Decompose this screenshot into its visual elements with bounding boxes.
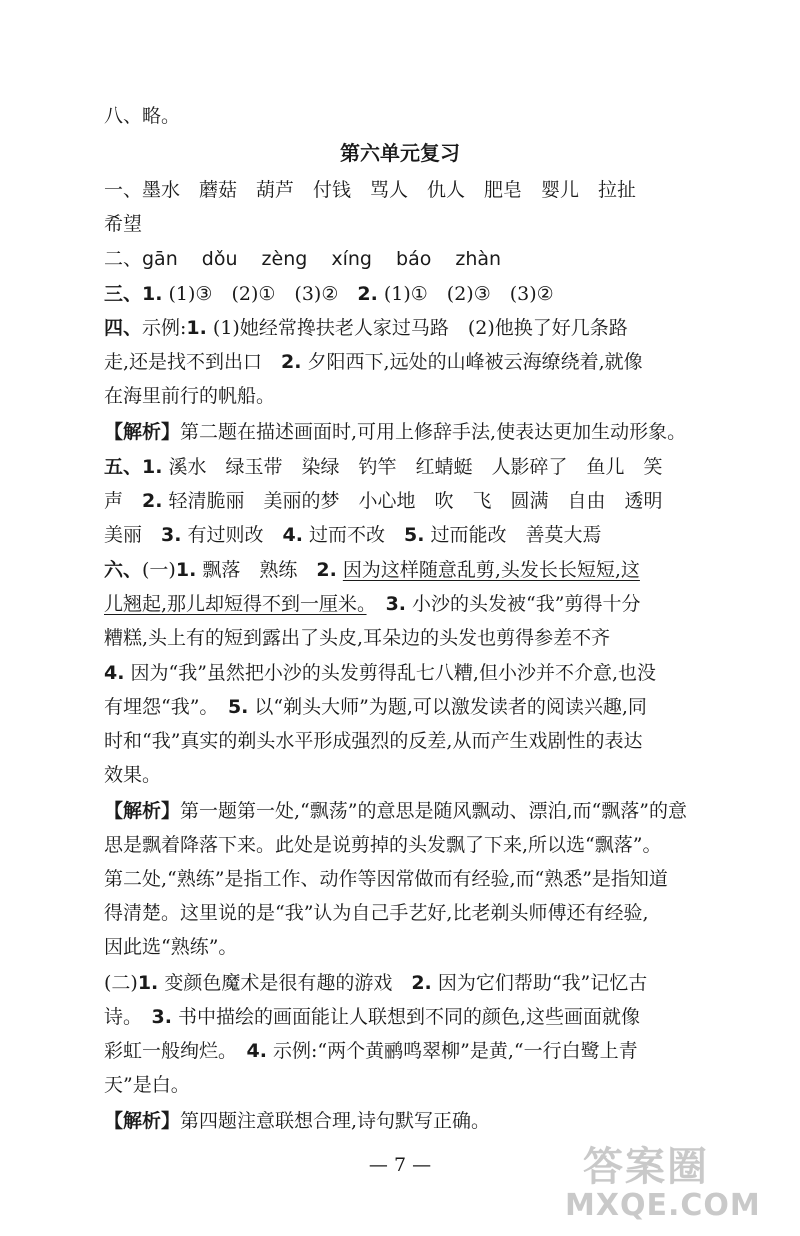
q6-text-2b: 小沙的头发被“我”剪得十分 bbox=[406, 593, 641, 615]
analysis-1 bbox=[104, 420, 704, 444]
q6b-item-2: 2. bbox=[411, 972, 432, 994]
q5-item-4: 4. bbox=[282, 524, 303, 546]
q3-item-2: 2. bbox=[357, 283, 378, 305]
q6b-line-4: 天”是白。 bbox=[104, 1074, 190, 1096]
q4-number: 四、 bbox=[104, 317, 143, 339]
q6-text-5a: 有埋怨“我”。 bbox=[104, 696, 228, 718]
q5-text-1: 溪水 绿玉带 染绿 钓竿 红蜻蜓 人影碎了 鱼儿 笑 bbox=[162, 456, 663, 478]
watermark-top: 答案圈 bbox=[583, 1144, 709, 1190]
q3-line bbox=[104, 282, 704, 306]
q5-line-2 bbox=[104, 489, 704, 513]
q6b-text-1b: 因为它们帮助“我”记忆古 bbox=[431, 972, 648, 994]
q6-item-1: 1. bbox=[175, 559, 197, 581]
q1-line-1: 一、墨水 蘑菇 葫芦 付钱 骂人 仇人 肥皂 婴儿 拉扯 bbox=[104, 179, 637, 201]
q6-item-3: 3. bbox=[385, 593, 407, 615]
q6b-text-3a: 彩虹一般绚烂。 bbox=[104, 1040, 247, 1062]
q6b-text-2b: 书中描绘的画面能让人联想到不同的颜色,这些画面就像 bbox=[171, 1006, 641, 1028]
q6b-text-2a: 诗。 bbox=[104, 1006, 152, 1028]
q6-part-2: (二) bbox=[104, 972, 138, 994]
watermark-bottom: MXQE.COM bbox=[565, 1188, 761, 1223]
q6-part-1: (一) bbox=[142, 559, 176, 581]
analysis-2-line-4: 得清楚。这里说的是“我”认为自己手艺好,比老剃头师傅还有经验, bbox=[104, 902, 649, 924]
q4-text-2b: 夕阳西下,远处的山峰被云海缭绕着,就像 bbox=[301, 351, 643, 373]
q6-line-7: 效果。 bbox=[104, 764, 162, 786]
q6b-item-4: 4. bbox=[246, 1040, 267, 1062]
q3-text-1: (1)③ (2)① (3)② bbox=[162, 283, 358, 305]
q5-text-2a: 声 bbox=[104, 490, 143, 512]
q5-item-1: 1. bbox=[142, 456, 163, 478]
q4-line-1 bbox=[104, 316, 704, 340]
q6b-item-1: 1. bbox=[137, 972, 159, 994]
analysis-text: 第四题注意联想合理,诗句默写正确。 bbox=[180, 1110, 491, 1132]
q6-text-4: 因为“我”虽然把小沙的头发剪得乱七八糟,但小沙并不介意,也没 bbox=[124, 662, 657, 684]
q5-text-3a: 美丽 bbox=[104, 524, 162, 546]
page-number: — 7 — bbox=[368, 1154, 432, 1176]
analysis-text: 第一题第一处,“飘荡”的意思是随风飘动、漂泊,而“飘落”的意 bbox=[180, 800, 687, 822]
q6-item-2: 2. bbox=[316, 559, 337, 581]
analysis-text: 第二题在描述画面时,可用上修辞手法,使表达更加生动形象。 bbox=[180, 421, 687, 443]
q5-text-3d: 过而能改 善莫大焉 bbox=[424, 524, 602, 546]
q4-text-1: (1)她经常搀扶老人家过马路 (2)他换了好几条路 bbox=[206, 317, 628, 339]
q6b-text-3b: 示例:“两个黄鹂鸣翠柳”是黄,“一行白鹭上青 bbox=[266, 1040, 638, 1062]
analysis-tag: 【解析】 bbox=[104, 421, 181, 443]
analysis-2-line-1 bbox=[104, 799, 704, 823]
q4-text-2a: 走,还是找不到出口 bbox=[104, 351, 282, 373]
q5-number: 五、 bbox=[104, 456, 143, 478]
q6b-text-1a: 变颜色魔术是很有趣的游戏 bbox=[158, 972, 412, 994]
page-title: 第六单元复习 bbox=[340, 141, 460, 165]
q5-line-1 bbox=[104, 455, 704, 479]
q6-item-5: 5. bbox=[227, 696, 249, 718]
q5-text-2b: 轻清脆丽 美丽的梦 小心地 吹 飞 圆满 自由 透明 bbox=[162, 490, 663, 512]
q5-text-3b: 有过则改 bbox=[181, 524, 283, 546]
q4-item-2: 2. bbox=[281, 351, 302, 373]
section-8: 八、略。 bbox=[104, 105, 181, 127]
q6-line-3: 糟糕,头上有的短到露出了头皮,耳朵边的头发也剪得参差不齐 bbox=[104, 627, 611, 649]
q4-line-2 bbox=[104, 350, 704, 374]
q6b-line-2 bbox=[104, 1005, 704, 1029]
q5-item-3: 3. bbox=[161, 524, 182, 546]
q6-line-1 bbox=[104, 558, 704, 582]
q4-prefix: 示例: bbox=[142, 317, 187, 339]
q5-text-3c: 过而不改 bbox=[302, 524, 405, 546]
analysis-2-line-3: 第二处,“熟练”是指工作、动作等因常做而有经验,而“熟悉”是指知道 bbox=[104, 868, 668, 890]
q6-line-6: 时和“我”真实的剃头水平形成强烈的反差,从而产生戏剧性的表达 bbox=[104, 730, 643, 752]
analysis-2-line-5: 因此选“熟练”。 bbox=[104, 936, 238, 958]
q6b-line-1 bbox=[104, 971, 704, 995]
q5-line-3 bbox=[104, 523, 704, 547]
q6-underlined-1: 因为这样随意乱剪,头发长长短短,这 bbox=[342, 559, 640, 581]
q2-pinyin: 二、gān dǒu zèng xíng báo zhàn bbox=[104, 248, 502, 270]
watermark-logo bbox=[565, 1145, 795, 1230]
analysis-3 bbox=[104, 1109, 704, 1133]
q6b-line-3 bbox=[104, 1039, 704, 1063]
q6-text-5b: 以“剃头大师”为题,可以激发读者的阅读兴趣,同 bbox=[248, 696, 647, 718]
analysis-tag: 【解析】 bbox=[104, 800, 181, 822]
q6-line-2 bbox=[104, 592, 704, 616]
q4-line-3: 在海里前行的帆船。 bbox=[104, 385, 276, 407]
q5-item-5: 5. bbox=[404, 524, 425, 546]
q6-line-5 bbox=[104, 695, 704, 719]
q6-item-4: 4. bbox=[104, 662, 125, 684]
q6b-item-3: 3. bbox=[151, 1006, 172, 1028]
q4-item-1: 1. bbox=[186, 317, 207, 339]
q5-item-2: 2. bbox=[142, 490, 163, 512]
q3-text-2: (1)① (2)③ (3)② bbox=[377, 283, 554, 305]
q6-text-1a: 飘落 熟练 bbox=[196, 559, 317, 581]
q1-line-2: 希望 bbox=[104, 213, 143, 235]
q6-number: 六、 bbox=[104, 559, 143, 581]
q3-number: 三、 bbox=[104, 283, 143, 305]
analysis-2-line-2: 思是飘着降落下来。此处是说剪掉的头发飘了下来,所以选“飘落”。 bbox=[104, 834, 662, 856]
q6-spacer bbox=[367, 593, 386, 615]
q6-underlined-2: 儿翘起,那儿却短得不到一厘米。 bbox=[104, 593, 367, 615]
q3-item-1: 1. bbox=[142, 283, 163, 305]
q6-line-4 bbox=[104, 661, 704, 685]
analysis-tag: 【解析】 bbox=[104, 1110, 181, 1132]
